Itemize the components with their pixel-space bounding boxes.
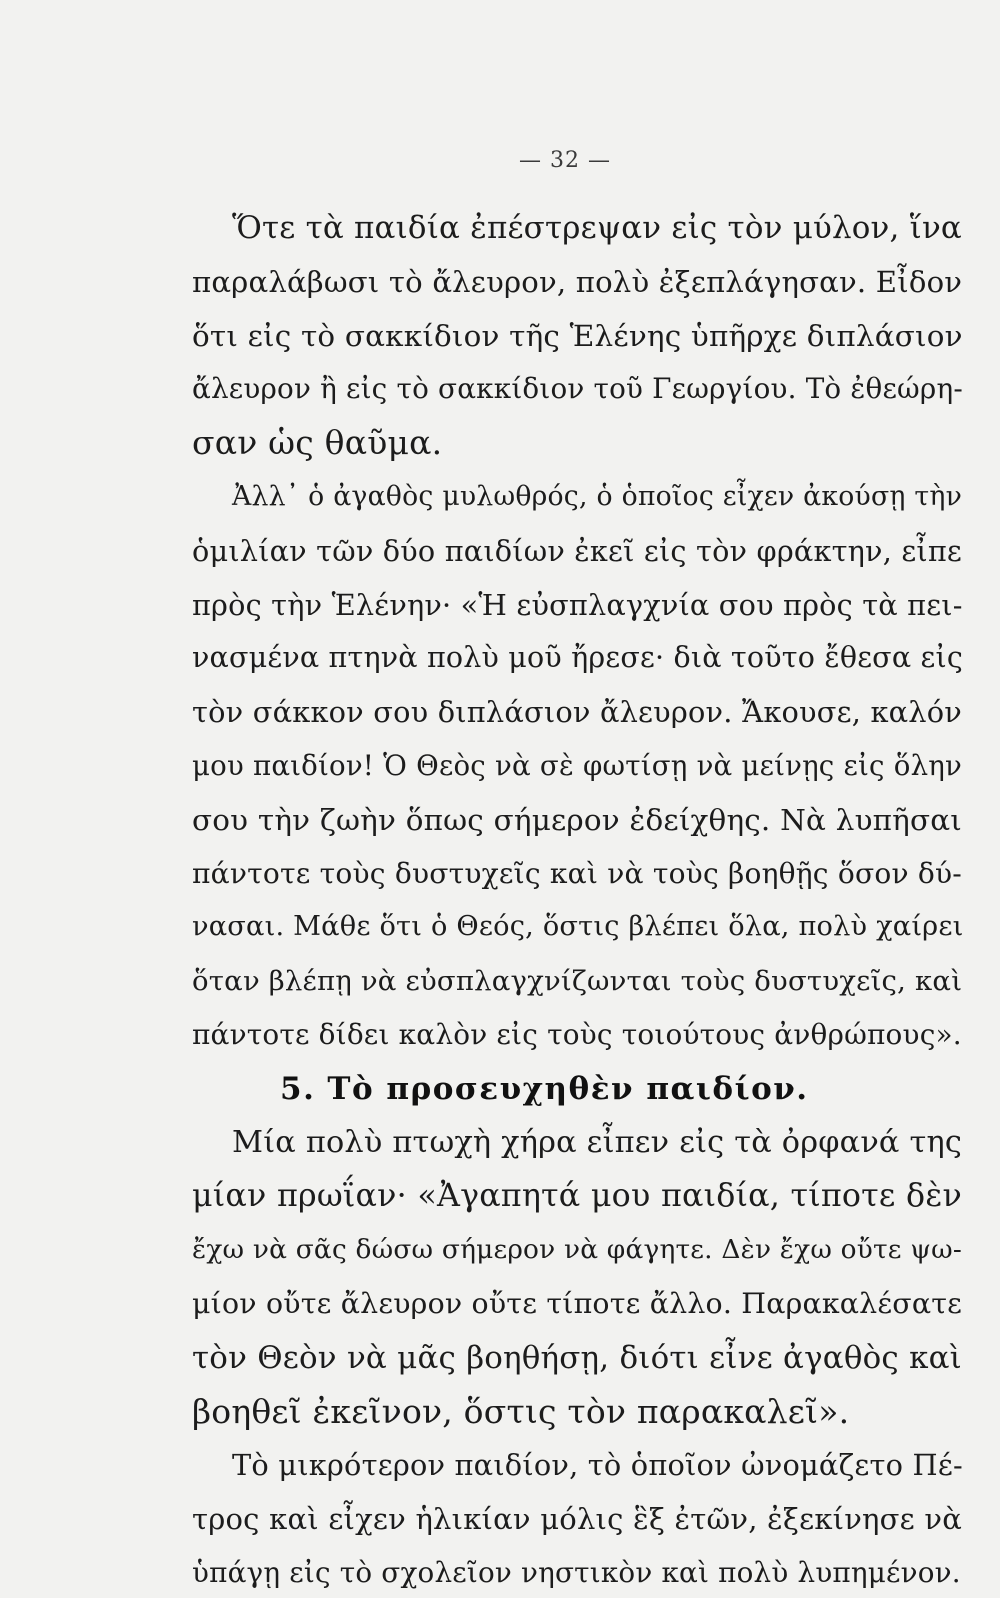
- section-title: Τὸ προσευχηθὲν παιδίον.: [327, 1071, 809, 1107]
- text-line: ἔχω νὰ σᾶς δώσω σήμερον νὰ φάγητε. Δὲν ἔχω οὔτε ψω-: [192, 1234, 962, 1265]
- section-number: 5.: [280, 1071, 316, 1107]
- text-line: σου τὴν ζωὴν ὅπως σήμερον ἐδείχθης. Νὰ λυπῆσαι: [192, 803, 962, 837]
- text-line: μίαν πρωΐαν· «Ἀγαπητά μου παιδία, τίποτε δὲν: [192, 1178, 962, 1214]
- text-line: ἄλευρον ἢ εἰς τὸ σακκίδιον τοῦ Γεωργίου. Τὸ ἐθεώρη-: [192, 372, 963, 405]
- text-line: νασαι. Μάθε ὅτι ὁ Θεός, ὅστις βλέπει ὅλα, πολὺ χαίρει: [192, 911, 964, 942]
- text-line: ὅταν βλέπῃ νὰ εὐσπλαγχνίζωνται τοὺς δυστυχεῖς, καὶ: [192, 965, 963, 997]
- text-line: ὑπάγῃ εἰς τὸ σχολεῖον νηστικὸν καὶ πολὺ λυπημένον.: [192, 1556, 961, 1589]
- text-line: τὸν Θεὸν νὰ μᾶς βοηθήσῃ, διότι εἶνε ἀγαθὸς καὶ: [192, 1340, 962, 1376]
- text-line: πάντοτε τοὺς δυστυχεῖς καὶ νὰ τοὺς βοηθῇς ὅσον δύ-: [192, 857, 962, 890]
- text-line: πρὸς τὴν Ἑλένην· «Ἡ εὐσπλαγχνία σου πρὸς τὰ πει-: [192, 588, 963, 622]
- text-line: παραλάβωσι τὸ ἄλευρον, πολὺ ἐξεπλάγησαν. Εἶδον: [192, 265, 963, 299]
- text-line: πάντοτε δίδει καλὸν εἰς τοὺς τοιούτους ἀνθρώπους».: [192, 1018, 962, 1051]
- text-line: Μία πολὺ πτωχὴ χήρα εἶπεν εἰς τὰ ὀρφανά της: [232, 1125, 962, 1160]
- page-number: — 32 —: [519, 148, 611, 173]
- text-line: μου παιδίον! Ὁ Θεὸς νὰ σὲ φωτίσῃ νὰ μείνῃς εἰς ὅλην: [192, 749, 962, 782]
- text-line: Τὸ μικρότερον παιδίον, τὸ ὁποῖον ὠνομάζετο Πέ-: [232, 1448, 963, 1482]
- text-line: ὅτι εἰς τὸ σακκίδιον τῆς Ἑλένης ὑπῆρχε διπλάσιον: [192, 319, 963, 353]
- text-line: βοηθεῖ ἐκεῖνον, ὅστις τὸν παρακαλεῖ».: [192, 1392, 850, 1431]
- text-line: Ὅτε τὰ παιδία ἐπέστρεψαν εἰς τὸν μύλον, ἵνα: [232, 210, 962, 246]
- text-line: νασμένα πτηνὰ πολὺ μοῦ ἤρεσε· διὰ τοῦτο ἔθεσα εἰς: [192, 641, 964, 674]
- text-line: τὸν σάκκον σου διπλάσιον ἄλευρον. Ἄκουσε, καλόν: [192, 695, 962, 729]
- text-line: σαν ὡς θαῦμα.: [192, 423, 443, 462]
- text-line: τρος καὶ εἶχεν ἡλικίαν μόλις ἓξ ἐτῶν, ἐξεκίνησε νὰ: [192, 1502, 962, 1536]
- text-line: μίον οὔτε ἄλευρον οὔτε τίποτε ἄλλο. Παρακαλέσατε: [192, 1287, 963, 1320]
- text-line: ὁμιλίαν τῶν δύο παιδίων ἐκεῖ εἰς τὸν φράκτην, εἶπε: [192, 534, 962, 568]
- section-heading: [280, 1064, 809, 1114]
- text-line: Ἀλλ᾽ ὁ ἀγαθὸς μυλωθρός, ὁ ὁποῖος εἶχεν ἀκούσῃ τὴν: [232, 481, 962, 512]
